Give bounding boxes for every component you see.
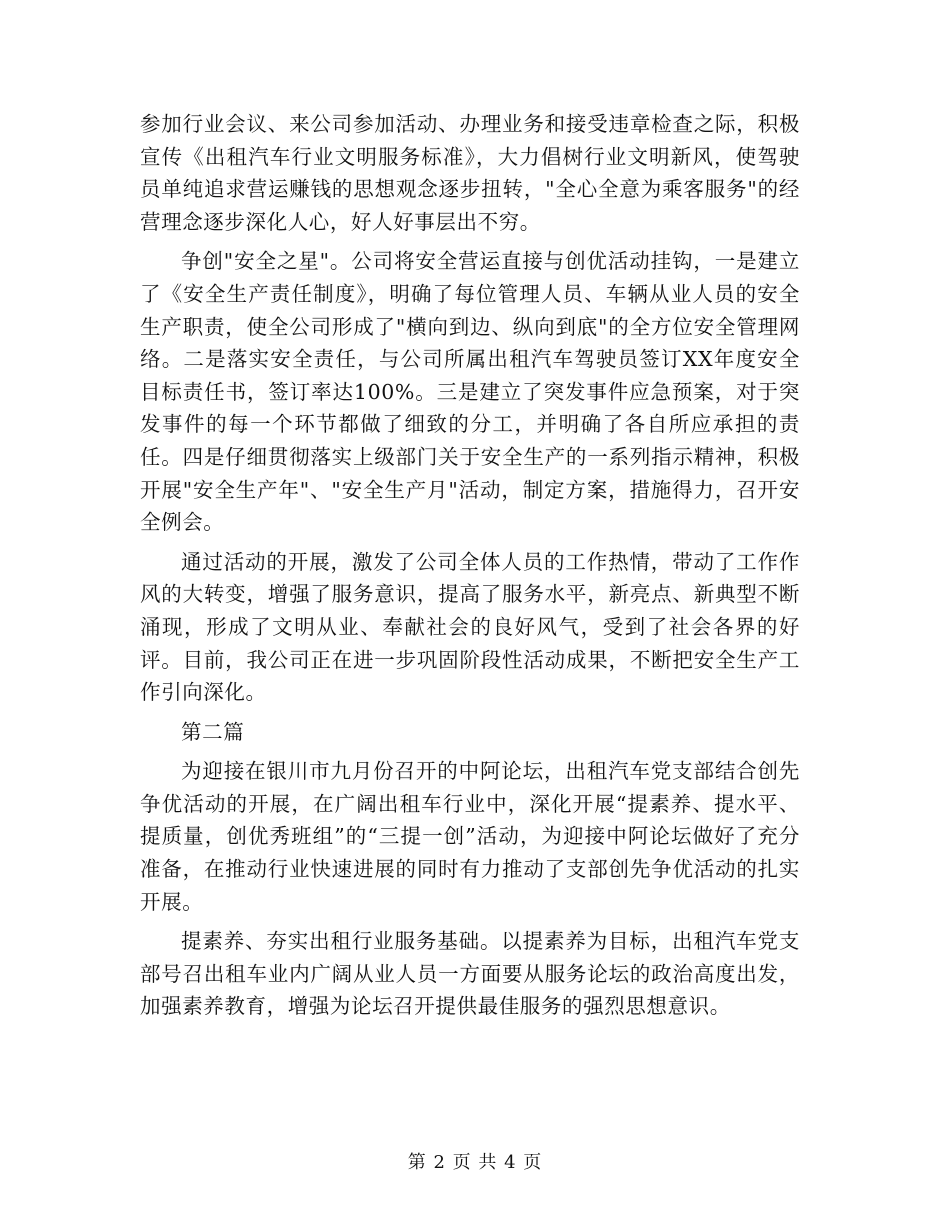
paragraph-safety-star: 争创"安全之星"。公司将安全营运直接与创优活动挂钩，一是建立了《安全生产责任制度》，明确了每位管理人员、车辆从业人员的安全生产职责，使全公司形成了"横向到边、纵向到底"的全方位安全管理网络。二是落实安全责任，与公司所属出租汽车驾驶员签订XX年度安全目标责任书，签订率达100%。三是建立了突发事件应急预案，对于突发事件的每一个环节都做了细致的分工，并明确了各自所应承担的责任。四是仔细贯彻落实上级部门关于安全生产的一系列指示精神，积极开展"安全生产年"、"安全生产月"活动，制定方案，措施得力，召开安全例会。 (140, 249, 800, 535)
page-number-footer: 第 2 页 共 4 页 (407, 1152, 543, 1173)
paragraph-continuation: 参加行业会议、来公司参加活动、办理业务和接受违章检查之际，积极宣传《出租汽车行业文明服务标准》，大力倡树行业文明新风，使驾驶员单纯追求营运赚钱的思想观念逐步扭转，"全心全意为乘客服务"的经营理念逐步深化人心，好人好事层出不穷。 (140, 112, 800, 234)
paragraph-quality-improvement: 提素养、夯实出租行业服务基础。以提素养为目标，出租汽车党支部号召出租车业内广阔从业人员一方面要从服务论坛的政治高度出发，加强素养教育，增强为论坛召开提供最佳服务的强烈思想意识。 (140, 929, 800, 1019)
paragraph-forum-intro: 为迎接在银川市九月份召开的中阿论坛，出租汽车党支部结合创先争优活动的开展，在广阔出租车行业中，深化开展“提素养、提水平、提质量，创优秀班组”的“三提一创”活动，为迎接中阿论坛做好了充分准备，在推动行业快速进展的同时有力推动了支部创先争优活动的扎实开展。 (140, 759, 800, 914)
document-body (140, 108, 800, 1030)
paragraph-activity-results: 通过活动的开展，激发了公司全体人员的工作热情，带动了工作作风的大转变，增强了服务意识，提高了服务水平，新亮点、新典型不断涌现，形成了文明从业、奉献社会的良好风气，受到了社会各界的好评。目前，我公司正在进一步巩固阶段性活动成果，不断把安全生产工作引向深化。 (140, 549, 800, 705)
section-heading-part-two: 第二篇 (181, 719, 245, 744)
